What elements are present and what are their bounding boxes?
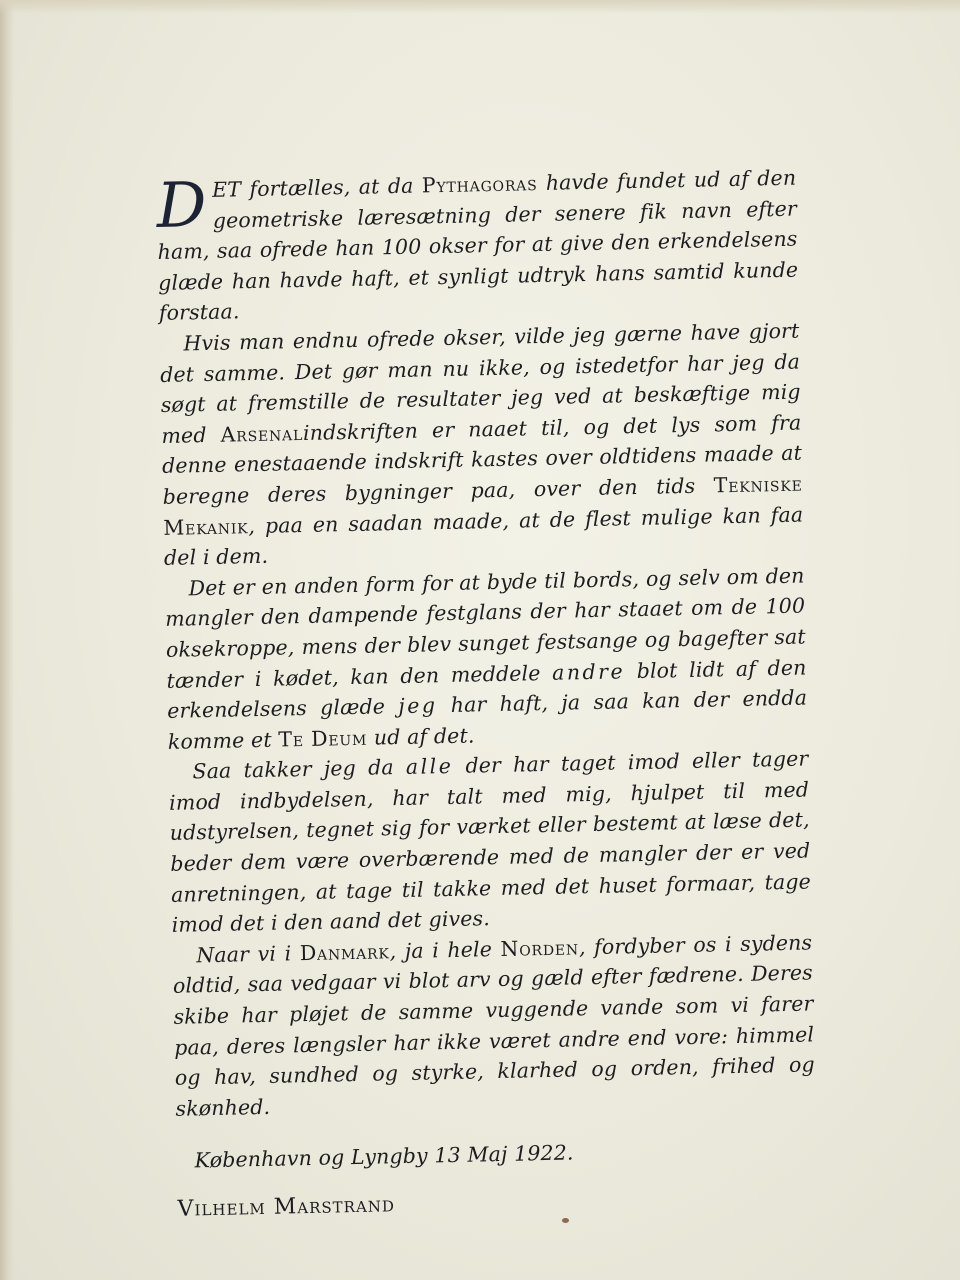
- text-segment: Saa takker jeg da: [192, 755, 407, 784]
- page-top-shadow: [0, 0, 960, 14]
- name-arsenal: Arsenal: [220, 420, 304, 447]
- text-segment: har haft, ja saa kan der endda komme et: [167, 685, 808, 754]
- place-and-date: København og Lyngby 13 Maj 1922.: [194, 1140, 574, 1173]
- term-tekniske-mekanik: Tekniske Mekanik: [163, 471, 803, 540]
- paragraph-3: [164, 560, 808, 757]
- name-pythagoras: Pythagoras: [421, 171, 538, 198]
- text-segment: Hvis man endnu ofrede okser, vilde jeg gærne have gjort det samme. Det gør man nu ikke, og istedetfor har jeg da søgt at fremstille de resultater jeg ved at beskæftige mig med: [159, 318, 801, 448]
- name-norden: Norden: [500, 935, 580, 961]
- author-signature: Vilhelm Marstrand: [177, 1192, 396, 1222]
- emphasis-alle: alle: [405, 754, 454, 780]
- text-segment: havde fundet ud af den geometriske læresætning der senere fik navn efter ham, saa ofrede han 100 okser for at give den erkendelsens glæde han havde haft, et synligt udtryk hans samtid kunde forstaa.: [157, 165, 799, 326]
- text-segment: ud af det.: [366, 723, 475, 750]
- drop-cap: D: [155, 167, 208, 242]
- text-segment: Det er en anden form for at byde til bords, og selv om den mangler den dampende festglans der har staaet om de 100 oksekroppe, mens der blev sunget festsange og bagefter sat tænder i kødet, kan den meddele: [165, 563, 807, 693]
- name-danmark: Danmark: [299, 939, 390, 966]
- text-segment: , paa en saadan maade, at de flest mulige kan faa del i dem.: [163, 502, 804, 571]
- paragraph-5: [172, 927, 816, 1124]
- term-te-deum: Te Deum: [278, 725, 368, 752]
- emphasis-andre: andre: [551, 658, 626, 685]
- paragraph-1: [156, 163, 799, 329]
- preface-text: [156, 163, 818, 1226]
- text-segment: , fordyber os i sydens oldtid, saa vedgaar vi blot arv og gæld efter fædrene. Deres skibe har pløjet de samme vuggende vande som vi farer paa, deres længsler har ikke været andre end vore: himmel og hav, sundhed og styrke, klarhed og orden, frihed og skønhed.: [172, 930, 816, 1121]
- paragraph-2: [159, 316, 804, 574]
- text-segment: ET fortælles, at da: [211, 173, 423, 202]
- text-segment: , ja i hele: [389, 936, 501, 964]
- page-edge-shadow: [0, 0, 14, 1280]
- text-segment: der har taget imod eller tager imod indbydelsen, har talt med mig, hjulpet til med udstyrelsen, tegnet sig for værket eller bestemt at læse det, beder dem være overbærende med de mangler der er ved anretningen, at tage til takke med det huset formaar, tage imod det i den aand det gives.: [168, 746, 812, 938]
- paragraph-4: [168, 744, 812, 941]
- text-segment: indskriften er naaet til, og det lys som fra denne enestaaende indskrift kastes over oldtidens maade at beregne deres bygninger paa, over den tids: [161, 410, 803, 509]
- emphasis-jeg: jeg: [398, 693, 438, 719]
- text-segment: blot lidt af den erkendelsens glæde: [166, 654, 807, 723]
- text-segment: Naar vi i: [196, 941, 301, 968]
- paper-speck: [562, 1218, 569, 1223]
